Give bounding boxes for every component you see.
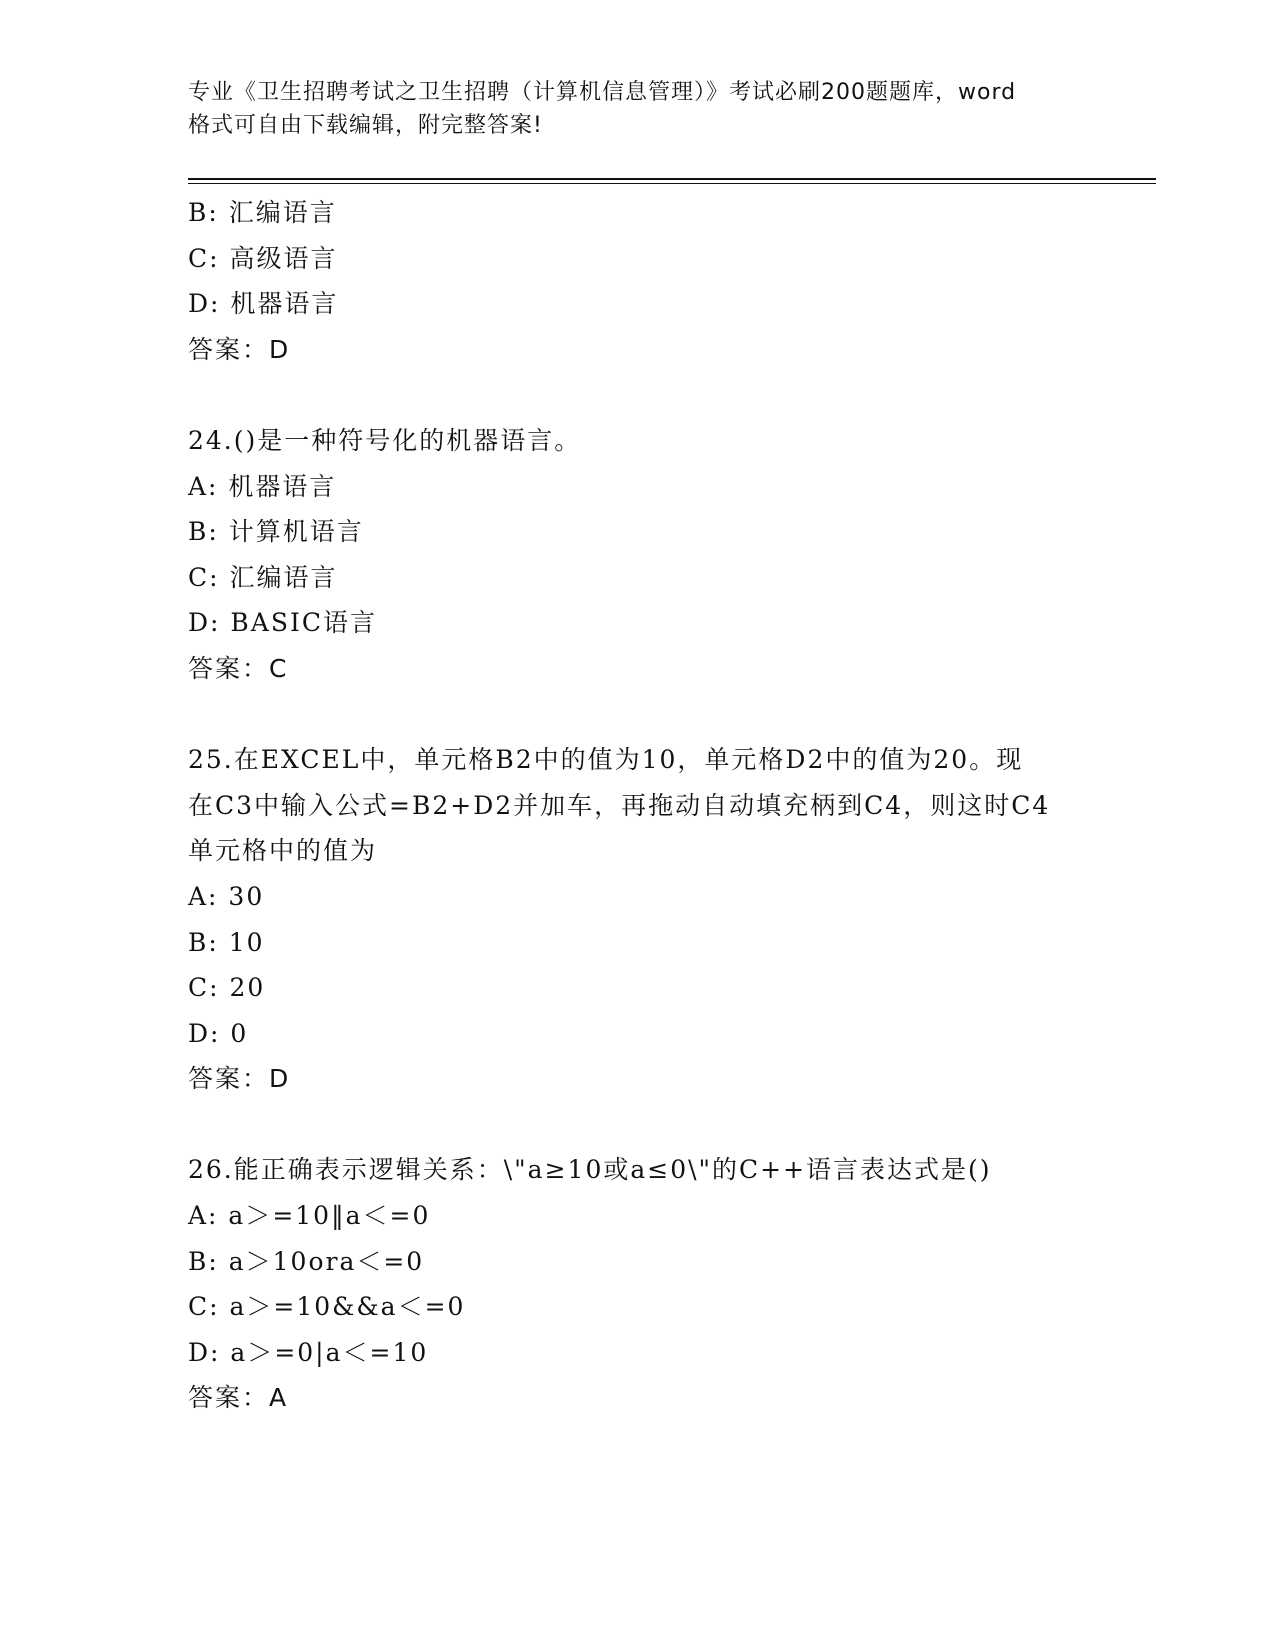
document-header	[188, 76, 1098, 142]
option-b: B: a＞10ora＜=0	[188, 1246, 425, 1276]
option-c: C: 高级语言	[188, 243, 338, 273]
option-d: D: a＞=0|a＜=10	[188, 1337, 429, 1367]
option-c: C: 20	[188, 973, 266, 1003]
header-line-2: 格式可自由下载编辑，附完整答案!	[188, 113, 543, 138]
question-text: 24.()是一种符号化的机器语言。	[188, 425, 582, 455]
question-text: 26.能正确表示逻辑关系：\"a≥10或a≤0\"的C++语言表达式是()	[188, 1155, 992, 1185]
question-text: 在C3中输入公式=B2+D2并加车，再拖动自动填充柄到C4，则这时C4	[188, 790, 1051, 820]
option-c: C: a＞=10&&a＜=0	[188, 1292, 466, 1322]
question-26	[188, 1147, 1088, 1421]
option-b: B: 计算机语言	[188, 517, 364, 547]
header-line-1: 专业《卫生招聘考试之卫生招聘（计算机信息管理）》考试必刷200题题库，word	[188, 80, 1017, 105]
answer-line: 答案：D	[188, 1064, 291, 1094]
question-text: 单元格中的值为	[188, 836, 378, 866]
question-25	[188, 737, 1088, 1102]
option-b: B: 汇编语言	[188, 198, 337, 227]
header-rule-thin	[188, 183, 1156, 184]
question-list	[188, 190, 1088, 1421]
option-a: A: 机器语言	[188, 471, 337, 501]
spacer	[188, 692, 1088, 738]
question-text: 25.在EXCEL中，单元格B2中的值为10，单元格D2中的值为20。现	[188, 745, 1024, 775]
option-d: D: 0	[188, 1018, 249, 1048]
question-23-continued	[188, 190, 1088, 372]
spacer	[188, 372, 1088, 418]
answer-line: 答案：A	[188, 1383, 289, 1413]
option-d: D: 机器语言	[188, 289, 339, 319]
answer-line: 答案：D	[188, 334, 291, 364]
header-rule-thick	[188, 178, 1156, 180]
option-a: A: 30	[188, 881, 265, 911]
option-c: C: 汇编语言	[188, 562, 338, 592]
option-d: D: BASIC语言	[188, 608, 377, 638]
spacer	[188, 1102, 1088, 1148]
answer-line: 答案：C	[188, 653, 289, 683]
option-a: A: a＞=10‖a＜=0	[188, 1201, 431, 1231]
question-24	[188, 418, 1088, 692]
option-b: B: 10	[188, 927, 265, 957]
